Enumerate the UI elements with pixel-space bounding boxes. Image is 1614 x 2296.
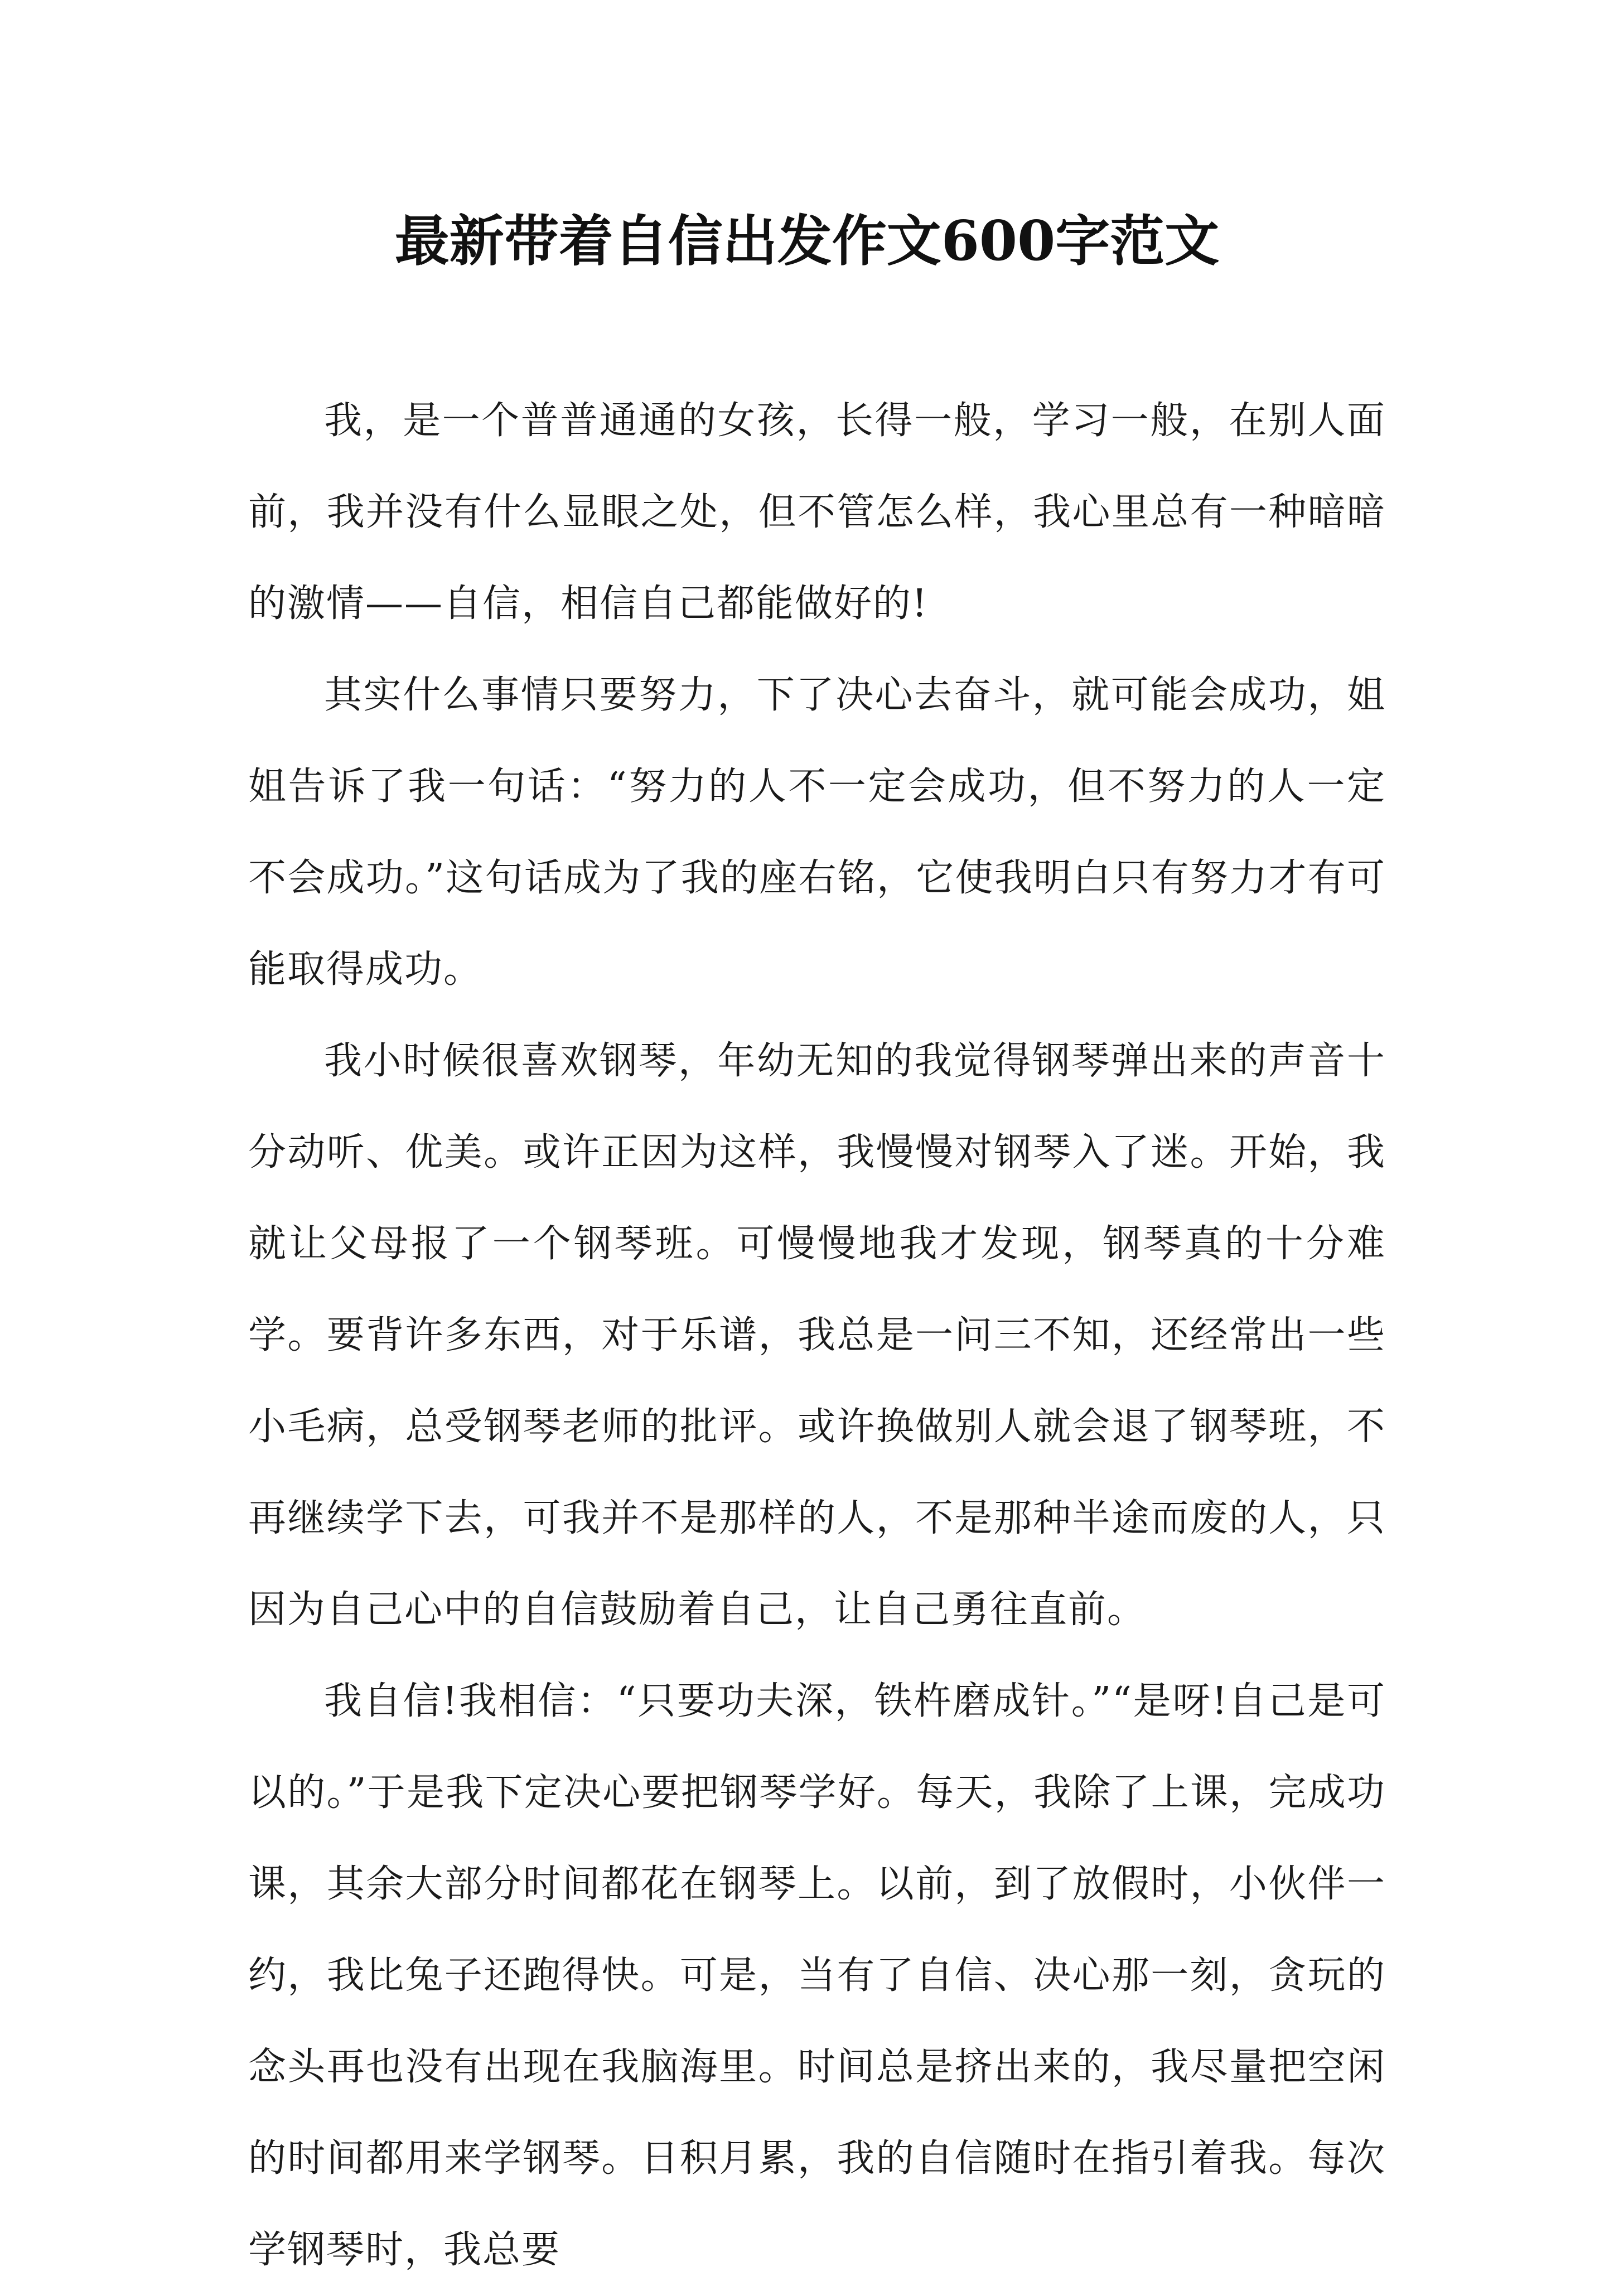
paragraph-2: 其实什么事情只要努力，下了决心去奋斗，就可能会成功，姐姐告诉了我一句话：“努力的人不一定会成功，但不努力的人一定不会成功。”这句话成为了我的座右铭，它使我明白只有努力才有可能取得成功。 — [248, 673, 1386, 992]
paragraph-4: 我自信!我相信：“只要功夫深，铁杵磨成针。”“是呀!自己是可以的。”于是我下定决心要把钢琴学好。每天，我除了上课，完成功课，其余大部分时间都花在钢琴上。以前，到了放假时，小伙伴一约，我比兔子还跑得快。可是，当有了自信、决心那一刻，贪玩的念头再也没有出现在我脑海里。时间总是挤出来的，我尽量把空闲的时间都用来学钢琴。日积月累，我的自信随时在指引着我。每次学钢琴时，我总要 — [248, 1679, 1386, 2272]
paragraph-3: 我小时候很喜欢钢琴，年幼无知的我觉得钢琴弹出来的声音十分动听、优美。或许正因为这样，我慢慢对钢琴入了迷。开始，我就让父母报了一个钢琴班。可慢慢地我才发现，钢琴真的十分难学。要背许多东西，对于乐谱，我总是一问三不知，还经常出一些小毛病，总受钢琴老师的批评。或许换做别人就会退了钢琴班，不再继续学下去，可我并不是那样的人，不是那种半途而废的人，只因为自己心中的自信鼓励着自己，让自己勇往直前。 — [248, 1039, 1386, 1632]
document-body — [248, 375, 1386, 2296]
document-title: 最新带着自信出发作文600字范文 — [394, 209, 1220, 273]
paragraph-1: 我，是一个普普通通的女孩，长得一般，学习一般，在别人面前，我并没有什么显眼之处，但不管怎么样，我心里总有一种暗暗的激情——自信，相信自己都能做好的! — [248, 399, 1386, 626]
